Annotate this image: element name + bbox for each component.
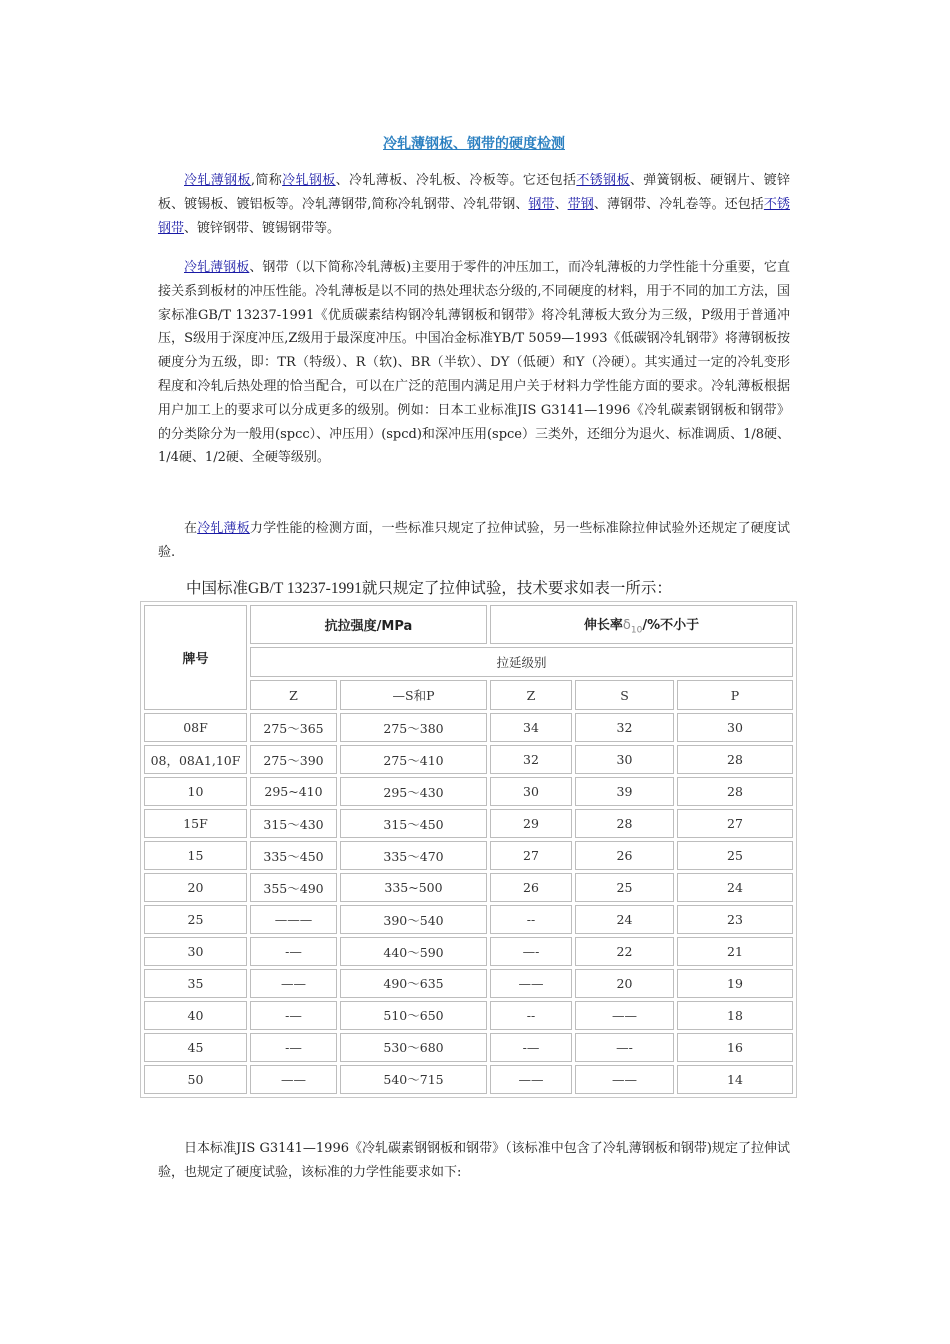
- link-stainless-plate[interactable]: 不锈钢板: [576, 173, 630, 188]
- value-cell: 20: [575, 969, 674, 998]
- delta-symbol: [622, 617, 643, 636]
- grade-cell: 08，08A1,10F: [144, 745, 247, 774]
- value-cell: 25: [575, 873, 674, 902]
- value-cell: 295~410: [250, 777, 337, 806]
- header-grade: 牌号: [144, 605, 247, 710]
- value-cell: 32: [490, 745, 572, 774]
- value-cell: 315～430: [250, 809, 337, 838]
- value-cell: 295～430: [340, 777, 487, 806]
- value-cell: 25: [677, 841, 793, 870]
- value-cell: 34: [490, 713, 572, 742]
- value-cell: 28: [677, 777, 793, 806]
- grade-cell: 15: [144, 841, 247, 870]
- value-cell: ———: [250, 905, 337, 934]
- value-cell: ——: [575, 1065, 674, 1094]
- table-row: [144, 1033, 793, 1062]
- table-row: [144, 745, 793, 774]
- value-cell: 30: [490, 777, 572, 806]
- value-cell: 335～470: [340, 841, 487, 870]
- link-cold-rolled-plate[interactable]: 冷轧钢板: [282, 173, 336, 188]
- page-title[interactable]: 冷轧薄钢板、钢带的硬度检测: [383, 136, 565, 152]
- table-row: [144, 873, 793, 902]
- text-segment: 、: [554, 196, 568, 212]
- paragraph-testing: [158, 517, 790, 565]
- header-draw-level: 拉延级别: [250, 647, 793, 677]
- value-cell: --: [490, 1001, 572, 1030]
- grade-cell: 25: [144, 905, 247, 934]
- value-cell: 490～635: [340, 969, 487, 998]
- grade-cell: 50: [144, 1065, 247, 1094]
- text-segment: 在: [184, 521, 198, 536]
- text-segment: 、薄钢带、冷轧卷等。还包括: [593, 196, 764, 212]
- value-cell: 510～650: [340, 1001, 487, 1030]
- value-cell: 530～680: [340, 1033, 487, 1062]
- subheader-cell: —S和P: [340, 680, 487, 710]
- value-cell: -—: [250, 1001, 337, 1030]
- value-cell: 24: [575, 905, 674, 934]
- value-cell: 23: [677, 905, 793, 934]
- value-cell: 30: [575, 745, 674, 774]
- value-cell: —-: [490, 937, 572, 966]
- value-cell: 275～390: [250, 745, 337, 774]
- value-cell: 14: [677, 1065, 793, 1094]
- table-row: [144, 937, 793, 966]
- grade-cell: 35: [144, 969, 247, 998]
- text-segment: 力学性能的检测方面，一些标准只规定了拉伸试验，另一些标准除拉伸试验外还规定了硬度试验.: [158, 521, 790, 560]
- value-cell: 275～380: [340, 713, 487, 742]
- value-cell: ——: [250, 969, 337, 998]
- grade-cell: 20: [144, 873, 247, 902]
- subheader-cell: S: [575, 680, 674, 710]
- value-cell: ——: [250, 1065, 337, 1094]
- delta-subscript: 10: [630, 625, 643, 636]
- elongation-label: 伸长率: [583, 617, 623, 633]
- grade-cell: 15F: [144, 809, 247, 838]
- link-cold-rolled-thin-plate[interactable]: 冷轧薄板: [197, 521, 250, 536]
- table-row: [144, 777, 793, 806]
- grade-cell: 45: [144, 1033, 247, 1062]
- table-row: [144, 969, 793, 998]
- value-cell: ——: [490, 1065, 572, 1094]
- table-caption: 中国标准GB/T 13237-1991就只规定了拉伸试验，技术要求如表一所示：: [186, 580, 672, 597]
- header-elongation: [490, 605, 793, 644]
- value-cell: 27: [490, 841, 572, 870]
- paragraph-classification: [158, 256, 790, 470]
- table-row: [144, 809, 793, 838]
- table-row: [144, 905, 793, 934]
- grade-cell: 40: [144, 1001, 247, 1030]
- requirements-table: [140, 601, 797, 1098]
- value-cell: 355～490: [250, 873, 337, 902]
- value-cell: 21: [677, 937, 793, 966]
- subheader-cell: Z: [250, 680, 337, 710]
- value-cell: 275～365: [250, 713, 337, 742]
- paragraph-jis: 日本标准JIS G3141—1996《冷轧碳素钢钢板和钢带》（该标准中包含了冷轧薄钢板和钢带)规定了拉伸试验，也规定了硬度试验，该标准的力学性能要求如下:: [158, 1141, 790, 1180]
- value-cell: 26: [490, 873, 572, 902]
- link-steel-strip[interactable]: 钢带: [528, 196, 555, 212]
- table-row: [144, 841, 793, 870]
- value-cell: 22: [575, 937, 674, 966]
- link-strip-steel[interactable]: 带钢: [567, 196, 594, 212]
- value-cell: -—: [250, 1033, 337, 1062]
- value-cell: 32: [575, 713, 674, 742]
- table-row: [144, 713, 793, 742]
- table-row: [144, 1065, 793, 1094]
- value-cell: 335~500: [340, 873, 487, 902]
- value-cell: -—: [490, 1033, 572, 1062]
- value-cell: 390～540: [340, 905, 487, 934]
- value-cell: 28: [677, 745, 793, 774]
- value-cell: 29: [490, 809, 572, 838]
- value-cell: 16: [677, 1033, 793, 1062]
- value-cell: 275～410: [340, 745, 487, 774]
- elongation-suffix: /%不小于: [642, 617, 700, 633]
- value-cell: 27: [677, 809, 793, 838]
- text-segment: ,简称: [250, 173, 283, 188]
- value-cell: 440～590: [340, 937, 487, 966]
- text-segment: 、弹簧钢板、硬钢片、镀锌板、镀锡板、镀铝板等。冷轧薄钢带,简称冷轧钢带、冷轧带钢、: [158, 173, 790, 212]
- delta-letter: δ: [622, 617, 631, 633]
- value-cell: --: [490, 905, 572, 934]
- value-cell: 335～450: [250, 841, 337, 870]
- link-stainless-strip[interactable]: 不锈钢带: [158, 196, 790, 236]
- subheader-cell: Z: [490, 680, 572, 710]
- value-cell: ——: [575, 1001, 674, 1030]
- subheader-cell: P: [677, 680, 793, 710]
- value-cell: -—: [250, 937, 337, 966]
- value-cell: 315～450: [340, 809, 487, 838]
- text-segment: 、钢带（以下简称冷轧薄板)主要用于零件的冲压加工，而冷轧薄板的力学性能十分重要，它直接关系到板材的冲压性能。冷轧薄板是以不同的热处理状态分级的,不同硬度的材料，用于不同的加工方法，国家标准GB/T 13237-1991《优质碳素结构钢冷轧薄钢板和钢带》将冷轧薄板大致分为三级，P级用于普通冲压，S级用于深度冲压,Z级用于最深度冲压。中国冶金标准YB/T 5059—1993《低碳钢冷轧钢带》将薄钢板按硬度分为五级，即：TR（特级）、R（软)、BR（半软）、DY（低硬）和Y（冷硬）。其实通过一定的冷轧变形程度和冷轧后热处理的恰当配合，可以在广泛的范围内满足用户关于材料力学性能方面的要求。冷轧薄板根据用户加工上的要求可以分成更多的级别。例如：日本工业标准JIS G3141—1996《冷轧碳素钢钢板和钢带》的分类除分为一般用(spcc）、冲压用）(spcd)和深冲压用(spce）三类外，还细分为退火、标准调质、1/8硬、1/4硬、1/2硬、全硬等级别。: [158, 260, 790, 466]
- grade-cell: 30: [144, 937, 247, 966]
- value-cell: 39: [575, 777, 674, 806]
- value-cell: 19: [677, 969, 793, 998]
- value-cell: 24: [677, 873, 793, 902]
- value-cell: ——: [490, 969, 572, 998]
- value-cell: 28: [575, 809, 674, 838]
- value-cell: 18: [677, 1001, 793, 1030]
- value-cell: —-: [575, 1033, 674, 1062]
- value-cell: 26: [575, 841, 674, 870]
- grade-cell: 10: [144, 777, 247, 806]
- link-cold-rolled-sheet[interactable]: 冷轧薄钢板: [184, 260, 250, 275]
- table-row: [144, 1001, 793, 1030]
- value-cell: 540～715: [340, 1065, 487, 1094]
- grade-cell: 08F: [144, 713, 247, 742]
- table-body: [144, 713, 793, 1094]
- header-tensile: 抗拉强度/MPa: [250, 605, 487, 644]
- text-segment: 、冷轧薄板、冷轧板、冷板等。它还包括: [335, 173, 577, 188]
- paragraph-intro: [158, 169, 790, 240]
- value-cell: 30: [677, 713, 793, 742]
- link-cold-rolled-sheet[interactable]: 冷轧薄钢板: [184, 173, 251, 188]
- text-segment: 、镀锌钢带、镀锡钢带等。: [184, 220, 341, 236]
